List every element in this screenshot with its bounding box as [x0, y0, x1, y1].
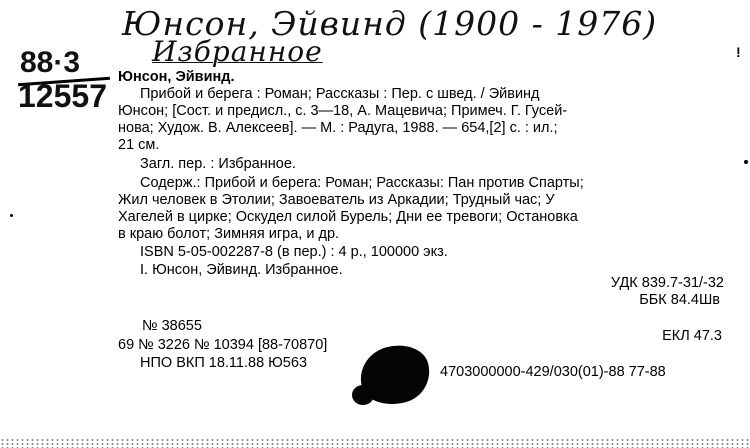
shelfmark-bottom: 12557	[18, 78, 107, 114]
scan-edge-noise	[0, 438, 750, 448]
entry-line-4: 21 см.	[118, 137, 160, 153]
contents-line-1: Содерж.: Прибой и берега: Роман; Рассказы: Пан против Спарты;	[140, 175, 584, 191]
entry-heading: Юнсон, Эйвинд.	[118, 69, 235, 85]
contents-line-2: Жил человек в Этолии; Завоеватель из Аркадии; Трудный час; У	[118, 192, 555, 208]
order-line: 69 № 3226 № 10394 [88-70870]	[118, 337, 328, 353]
entry-line-2: Юнсон; [Сост. и предисл., с. 3—18, А. Мацевича; Примеч. Г. Гусей-	[118, 103, 568, 119]
record-number: № 38655	[142, 318, 202, 334]
ekl-code: ЕКЛ 47.3	[662, 328, 722, 344]
contents-line-4: в краю болот; Зимняя игра, и др.	[118, 226, 340, 242]
title-note: Загл. пер. : Избранное.	[140, 156, 296, 172]
corner-mark: !	[736, 44, 741, 60]
added-entry: I. Юнсон, Эйвинд. Избранное.	[140, 262, 343, 278]
shelfmark-top: 88·3	[20, 46, 81, 79]
contents-line-3: Хагелей в цирке; Оскудел силой Бурель; Дни ее тревоги; Остановка	[118, 209, 578, 225]
ink-speck	[744, 160, 748, 164]
handwritten-title: Юнсон, Эйвинд (1900 - 1976)	[122, 4, 658, 43]
isbn-line: ISBN 5-05-002287-8 (в пер.) : 4 р., 100000 экз.	[140, 244, 448, 260]
bbk-code: ББК 84.4Шв	[639, 292, 720, 308]
handwritten-subtitle: Избранное	[152, 35, 323, 68]
printer-line: НПО ВКП 18.11.88 Ю563	[140, 355, 308, 371]
ink-blot-drip	[352, 385, 374, 405]
catalog-code: 4703000000-429/030(01)-88 77-88	[440, 364, 666, 380]
entry-line-3: нова; Худож. В. Алексеев]. — М. : Радуга, 1988. — 654,[2] с. : ил.;	[118, 120, 558, 136]
entry-line-1: Прибой и берега : Роман; Рассказы : Пер. с швед. / Эйвинд	[140, 86, 540, 102]
ink-speck	[10, 214, 13, 217]
udk-code: УДК 839.7-31/-32	[610, 275, 724, 291]
